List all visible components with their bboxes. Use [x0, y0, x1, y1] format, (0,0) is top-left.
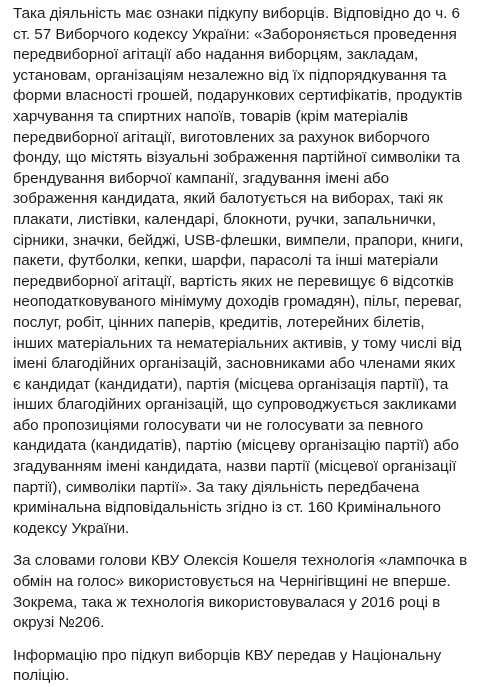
paragraph-police-report: Інформацію про підкуп виборців КВУ передав у Національну поліцію. — [13, 646, 442, 685]
paragraph-kvu-statement: За словами голови КВУ Олексія Кошеля технологія «лампочка в обмін на голос» використовується на Чернігівщині не вперше. Зокрема, така ж технологія використовувалася у 2016 році в окрузі №206. — [13, 552, 468, 632]
paragraph-legal-quote: Така діяльність має ознаки підкупу виборців. Відповідно до ч. 6 ст. 57 Виборчого кодексу України: «Забороняється проведення передвиборної агітації або надання виборцям, закладам, установам, організаціям незалежно від їх підпорядкування та форми власності грошей, подарункових сертифікатів, продуктів харчування та спиртних напоїв, товарів (крім матеріалів передвиборної агітації, виготовлених за рахунок виборчого фонду, що містять візуальні зображення партійної символіки та брендування виборчої кампанії, згадування імені або зображення кандидата, який балотується на виборах, такі як плакати, листівки, календарі, блокноти, ручки, запальнички, сірники, значки, бейджі, USB-флешки, вимпели, прапори, книги, пакети, футболки, кепки, шарфи, парасолі та інші матеріали передвиборної агітації, вартість яких не перевищує 6 відсотків неоподатковуваного мінімуму доходів громадян), пільг, переваг, послуг, робіт, цінних паперів, кредитів, лотерейних білетів, інших матеріальних та нематеріальних активів, у тому числі від імені благодійних організацій, засновниками або членами яких є кандидат (кандидати), партія (місцева організація партії), та інших благодійних організацій, що супроводжується закликами або пропозиціями голосувати чи не голосувати за певного кандидата (кандидатів), партію (місцеву організацію партії) або згадуванням імені кандидата, назви партії (місцевої організації партії), символіки партії». За таку діяльність передбачена кримінальна відповідальність згідно із ст. 160 Кримінального кодексу України. — [13, 5, 464, 537]
